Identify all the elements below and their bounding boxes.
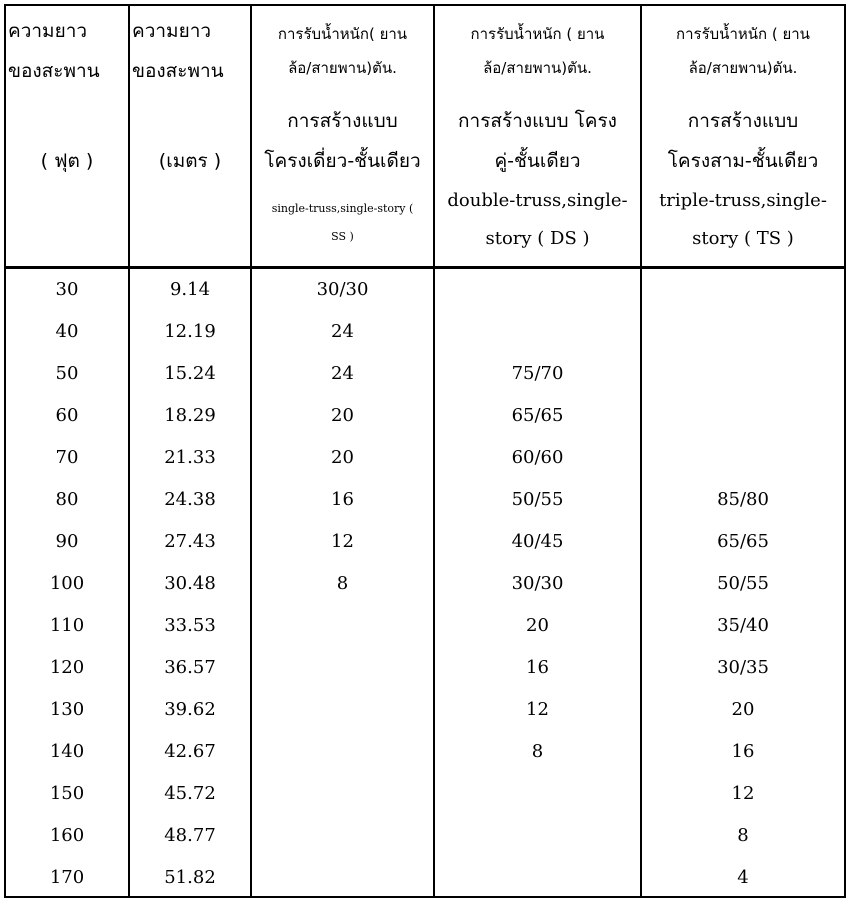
cell-length-feet: 130	[49, 699, 85, 720]
cell-triple-truss: 4	[737, 867, 749, 888]
cell-length-feet: 100	[49, 573, 85, 594]
cell-double-truss	[435, 269, 640, 311]
cell-double-truss	[435, 857, 640, 899]
header-line: double-truss,single-	[447, 190, 628, 211]
cell-length-feet: 160	[49, 825, 85, 846]
header-line: ล้อ/สายพาน)ตัน.	[688, 59, 798, 77]
cell-triple-truss: 16	[731, 741, 755, 762]
cell-length-meters: 27.43	[164, 531, 216, 552]
cell-triple-truss	[642, 269, 844, 311]
cell-length-feet: 150	[49, 783, 85, 804]
cell-length-feet: 80	[55, 489, 79, 510]
table-row	[6, 689, 844, 731]
cell-single-truss	[252, 689, 433, 731]
header-line: single-truss,single-story (	[271, 202, 414, 215]
header-line: triple-truss,single-	[659, 190, 827, 211]
cell-length-meters: 9.14	[169, 279, 211, 300]
cell-length-meters: 18.29	[164, 405, 216, 426]
cell-length-feet: 60	[55, 405, 79, 426]
cell-single-truss: 24	[331, 363, 354, 384]
header-line: ความยาว	[132, 20, 212, 42]
header-line: การรับน้ำหนัก ( ยาน	[470, 25, 605, 43]
bridge-capacity-table	[4, 4, 846, 898]
cell-length-meters: 24.38	[164, 489, 216, 510]
cell-double-truss: 75/70	[511, 363, 564, 384]
cell-double-truss	[435, 311, 640, 353]
cell-single-truss: 20	[331, 405, 354, 426]
cell-double-truss	[435, 773, 640, 815]
header-line: SS )	[331, 230, 354, 243]
cell-single-truss: 8	[336, 573, 349, 594]
cell-single-truss	[252, 815, 433, 857]
table-row	[6, 731, 844, 773]
table-row	[6, 857, 844, 899]
header-line: ความยาว	[8, 20, 88, 42]
cell-single-truss	[252, 857, 433, 899]
cell-triple-truss	[642, 437, 844, 479]
table-row	[6, 605, 844, 647]
cell-double-truss: 60/60	[511, 447, 564, 468]
cell-length-meters: 33.53	[164, 615, 216, 636]
cell-double-truss: 40/45	[511, 531, 564, 552]
cell-length-meters: 51.82	[164, 867, 216, 888]
cell-length-feet: 140	[49, 741, 85, 762]
header-line: story ( TS )	[692, 228, 794, 249]
cell-double-truss: 50/55	[511, 489, 564, 510]
table-row	[6, 353, 844, 395]
header-line: โครงสาม-ชั้นเดียว	[667, 150, 819, 172]
table-row	[6, 815, 844, 857]
table-row	[6, 437, 844, 479]
table-row	[6, 479, 844, 521]
table-row	[6, 647, 844, 689]
header-line: การสร้างแบบ	[687, 110, 799, 132]
header-length-meters	[130, 6, 250, 266]
header-line: การรับน้ำหนัก ( ยาน	[676, 25, 810, 43]
cell-single-truss: 24	[331, 321, 354, 342]
cell-double-truss: 65/65	[511, 405, 564, 426]
header-unit: ( ฟุต )	[40, 150, 94, 172]
header-line: ล้อ/สายพาน)ตัน.	[483, 59, 592, 77]
header-double-truss	[435, 6, 640, 266]
table-row	[6, 395, 844, 437]
cell-triple-truss: 20	[731, 699, 755, 720]
header-line: โครงเดี่ยว-ชั้นเดียว	[264, 150, 421, 172]
cell-single-truss: 30/30	[316, 279, 369, 300]
header-single-truss	[252, 6, 433, 266]
cell-length-meters: 21.33	[164, 447, 216, 468]
cell-single-truss	[252, 731, 433, 773]
header-unit: (เมตร )	[158, 150, 222, 172]
cell-double-truss: 16	[526, 657, 549, 678]
header-triple-truss	[642, 6, 844, 266]
header-length-feet	[6, 6, 128, 266]
cell-triple-truss: 65/65	[717, 531, 769, 552]
cell-single-truss	[252, 773, 433, 815]
cell-single-truss	[252, 647, 433, 689]
cell-triple-truss	[642, 395, 844, 437]
table-row	[6, 773, 844, 815]
cell-double-truss: 30/30	[511, 573, 564, 594]
cell-length-meters: 39.62	[164, 699, 216, 720]
header-line: ของสะพาน	[132, 60, 224, 82]
cell-single-truss	[252, 605, 433, 647]
cell-length-meters: 45.72	[164, 783, 216, 804]
cell-double-truss	[435, 815, 640, 857]
cell-length-feet: 110	[49, 615, 85, 636]
header-line: การสร้างแบบ โครง	[458, 110, 617, 132]
cell-double-truss: 20	[526, 615, 549, 636]
cell-triple-truss: 85/80	[717, 489, 769, 510]
cell-length-feet: 120	[49, 657, 85, 678]
cell-length-meters: 48.77	[164, 825, 216, 846]
cell-triple-truss	[642, 311, 844, 353]
cell-triple-truss: 30/35	[717, 657, 769, 678]
cell-single-truss: 12	[331, 531, 354, 552]
table-row	[6, 563, 844, 605]
cell-double-truss: 8	[531, 741, 544, 762]
cell-triple-truss	[642, 353, 844, 395]
table-row	[6, 311, 844, 353]
cell-length-meters: 15.24	[164, 363, 216, 384]
table-row	[6, 269, 844, 311]
cell-length-meters: 42.67	[164, 741, 216, 762]
header-line: คู่-ชั้นเดียว	[494, 150, 581, 172]
cell-triple-truss: 50/55	[717, 573, 769, 594]
header-line: การสร้างแบบ	[287, 110, 398, 132]
cell-triple-truss: 8	[737, 825, 749, 846]
header-line: story ( DS )	[485, 228, 590, 249]
cell-length-feet: 70	[55, 447, 79, 468]
cell-length-feet: 90	[55, 531, 79, 552]
cell-length-feet: 30	[55, 279, 79, 300]
cell-triple-truss: 35/40	[717, 615, 769, 636]
cell-triple-truss: 12	[731, 783, 755, 804]
cell-double-truss: 12	[526, 699, 549, 720]
cell-single-truss: 20	[331, 447, 354, 468]
cell-length-feet: 40	[55, 321, 79, 342]
cell-length-feet: 50	[55, 363, 79, 384]
cell-length-meters: 36.57	[164, 657, 216, 678]
header-line: ล้อ/สายพาน)ตัน.	[288, 59, 397, 77]
header-line: การรับน้ำหนัก( ยาน	[277, 25, 408, 43]
cell-length-feet: 170	[49, 867, 85, 888]
table-row	[6, 521, 844, 563]
cell-single-truss: 16	[331, 489, 354, 510]
cell-length-meters: 30.48	[164, 573, 216, 594]
header-line: ของสะพาน	[8, 60, 100, 82]
cell-length-meters: 12.19	[164, 321, 216, 342]
